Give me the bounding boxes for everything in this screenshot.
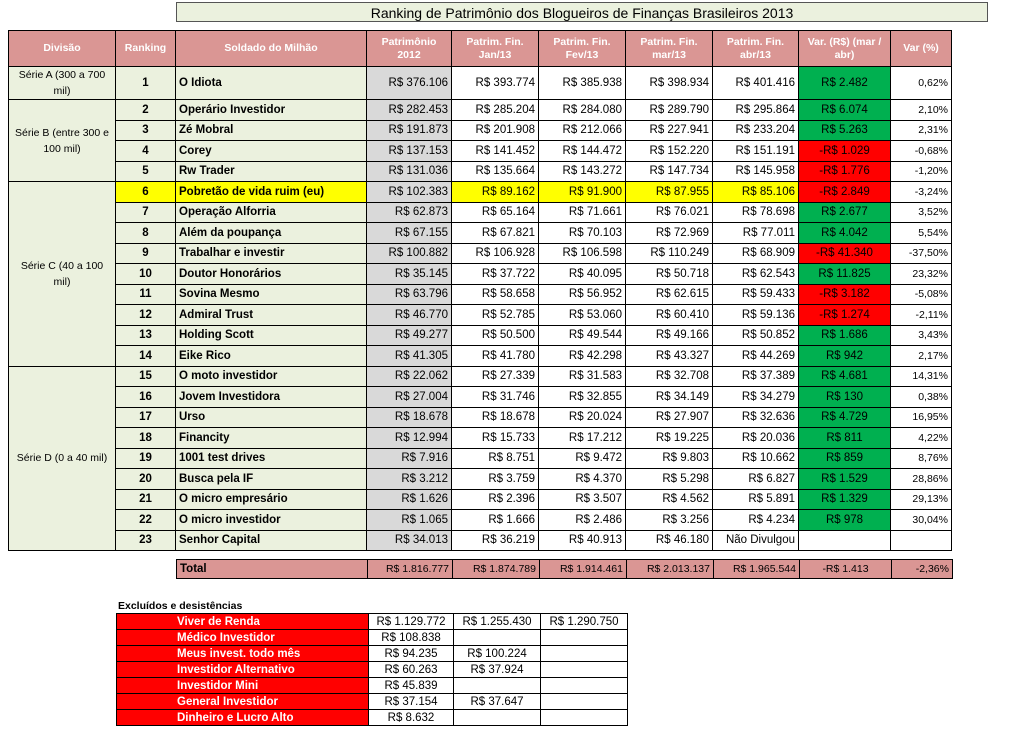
patrimonio-jan: R$ 52.785 xyxy=(452,305,539,326)
variation-percent: 16,95% xyxy=(891,407,952,428)
patrimonio-jan: R$ 27.339 xyxy=(452,366,539,387)
patrimonio-2012: R$ 35.145 xyxy=(367,264,452,285)
patrimonio-2012: R$ 12.994 xyxy=(367,428,452,449)
rank-cell: 12 xyxy=(116,305,176,326)
table-row xyxy=(9,407,952,428)
table-row xyxy=(9,325,952,346)
patrimonio-mar: R$ 46.180 xyxy=(626,530,713,551)
patrimonio-mar: R$ 34.149 xyxy=(626,387,713,408)
patrimonio-2012: R$ 34.013 xyxy=(367,530,452,551)
excluded-row xyxy=(117,662,628,678)
patrimonio-abr: R$ 44.269 xyxy=(713,346,799,367)
patrimonio-2012: R$ 67.155 xyxy=(367,223,452,244)
patrimonio-mar: R$ 43.327 xyxy=(626,346,713,367)
variation-percent: 3,52% xyxy=(891,202,952,223)
patrimonio-abr: R$ 59.433 xyxy=(713,284,799,305)
division-cell: Série C (40 a 100 mil) xyxy=(9,182,116,367)
variation-value: R$ 130 xyxy=(799,387,891,408)
blogger-name: Além da poupança xyxy=(176,223,367,244)
variation-percent: 4,22% xyxy=(891,428,952,449)
excluded-row xyxy=(117,694,628,710)
patrimonio-mar: R$ 27.907 xyxy=(626,407,713,428)
excluded-row xyxy=(117,646,628,662)
variation-value: -R$ 1.029 xyxy=(799,141,891,162)
patrimonio-jan: R$ 285.204 xyxy=(452,100,539,121)
blogger-name: 1001 test drives xyxy=(176,448,367,469)
rank-cell: 4 xyxy=(116,141,176,162)
rank-cell: 5 xyxy=(116,161,176,182)
total-abr: R$ 1.965.544 xyxy=(714,560,800,579)
patrimonio-fev: R$ 20.024 xyxy=(539,407,626,428)
total-table xyxy=(176,559,953,579)
table-row xyxy=(9,284,952,305)
patrimonio-2012: R$ 41.305 xyxy=(367,346,452,367)
patrimonio-abr: R$ 85.106 xyxy=(713,182,799,203)
column-header: Patrim. Fin. abr/13 xyxy=(713,31,799,67)
table-row xyxy=(9,161,952,182)
blogger-name: Zé Mobral xyxy=(176,120,367,141)
patrimonio-jan: R$ 67.821 xyxy=(452,223,539,244)
table-row xyxy=(9,387,952,408)
excluded-name: Médico Investidor xyxy=(117,630,369,646)
rank-cell: 13 xyxy=(116,325,176,346)
patrimonio-jan: R$ 58.658 xyxy=(452,284,539,305)
patrimonio-abr: R$ 4.234 xyxy=(713,510,799,531)
patrimonio-jan: R$ 18.678 xyxy=(452,407,539,428)
patrimonio-2012: R$ 46.770 xyxy=(367,305,452,326)
variation-value: R$ 1.529 xyxy=(799,469,891,490)
variation-percent: 5,54% xyxy=(891,223,952,244)
patrimonio-jan: R$ 31.746 xyxy=(452,387,539,408)
patrimonio-mar: R$ 76.021 xyxy=(626,202,713,223)
excluded-value-3 xyxy=(541,694,628,710)
patrimonio-mar: R$ 60.410 xyxy=(626,305,713,326)
patrimonio-fev: R$ 40.913 xyxy=(539,530,626,551)
rank-cell: 10 xyxy=(116,264,176,285)
variation-percent: 3,43% xyxy=(891,325,952,346)
rank-cell: 14 xyxy=(116,346,176,367)
patrimonio-fev: R$ 385.938 xyxy=(539,67,626,100)
patrimonio-fev: R$ 143.272 xyxy=(539,161,626,182)
excluded-value-3: R$ 1.290.750 xyxy=(541,614,628,630)
patrimonio-fev: R$ 70.103 xyxy=(539,223,626,244)
column-header: Patrim. Fin. Jan/13 xyxy=(452,31,539,67)
excluded-row xyxy=(117,630,628,646)
patrimonio-jan: R$ 89.162 xyxy=(452,182,539,203)
patrimonio-fev: R$ 106.598 xyxy=(539,243,626,264)
table-row xyxy=(9,448,952,469)
patrimonio-2012: R$ 131.036 xyxy=(367,161,452,182)
rank-cell: 19 xyxy=(116,448,176,469)
excluded-value-3 xyxy=(541,710,628,726)
rank-cell: 1 xyxy=(116,67,176,100)
patrimonio-jan: R$ 8.751 xyxy=(452,448,539,469)
rank-cell: 23 xyxy=(116,530,176,551)
rank-cell: 11 xyxy=(116,284,176,305)
variation-value xyxy=(799,530,891,551)
patrimonio-jan: R$ 15.733 xyxy=(452,428,539,449)
patrimonio-fev: R$ 56.952 xyxy=(539,284,626,305)
blogger-name: Corey xyxy=(176,141,367,162)
patrimonio-abr: R$ 32.636 xyxy=(713,407,799,428)
table-row xyxy=(9,223,952,244)
patrimonio-fev: R$ 42.298 xyxy=(539,346,626,367)
rank-cell: 18 xyxy=(116,428,176,449)
table-row xyxy=(9,141,952,162)
total-label: Total xyxy=(177,560,368,579)
variation-percent: -3,24% xyxy=(891,182,952,203)
rank-cell: 3 xyxy=(116,120,176,141)
division-cell: Série D (0 a 40 mil) xyxy=(9,366,116,551)
excluded-value-1: R$ 8.632 xyxy=(369,710,454,726)
excluded-row xyxy=(117,710,628,726)
patrimonio-mar: R$ 62.615 xyxy=(626,284,713,305)
patrimonio-fev: R$ 212.066 xyxy=(539,120,626,141)
patrimonio-2012: R$ 63.796 xyxy=(367,284,452,305)
patrimonio-2012: R$ 137.153 xyxy=(367,141,452,162)
column-header: Patrim. Fin. mar/13 xyxy=(626,31,713,67)
patrimonio-abr: R$ 50.852 xyxy=(713,325,799,346)
patrimonio-mar: R$ 147.734 xyxy=(626,161,713,182)
patrimonio-fev: R$ 32.855 xyxy=(539,387,626,408)
variation-percent: 29,13% xyxy=(891,489,952,510)
blogger-name: Operário Investidor xyxy=(176,100,367,121)
variation-value: R$ 4.729 xyxy=(799,407,891,428)
variation-value: R$ 942 xyxy=(799,346,891,367)
blogger-name: Pobretão de vida ruim (eu) xyxy=(176,182,367,203)
excluded-value-2: R$ 1.255.430 xyxy=(454,614,541,630)
patrimonio-fev: R$ 9.472 xyxy=(539,448,626,469)
variation-percent: 0,38% xyxy=(891,387,952,408)
ranking-table xyxy=(8,30,952,551)
variation-percent xyxy=(891,530,952,551)
blogger-name: O Idiota xyxy=(176,67,367,100)
excluded-name: Meus invest. todo mês xyxy=(117,646,369,662)
patrimonio-mar: R$ 9.803 xyxy=(626,448,713,469)
patrimonio-abr: Não Divulgou xyxy=(713,530,799,551)
patrimonio-mar: R$ 4.562 xyxy=(626,489,713,510)
variation-value: R$ 978 xyxy=(799,510,891,531)
blogger-name: O moto investidor xyxy=(176,366,367,387)
patrimonio-mar: R$ 3.256 xyxy=(626,510,713,531)
patrimonio-mar: R$ 110.249 xyxy=(626,243,713,264)
variation-value: R$ 4.681 xyxy=(799,366,891,387)
column-header: Divisão xyxy=(9,31,116,67)
patrimonio-2012: R$ 3.212 xyxy=(367,469,452,490)
variation-value: -R$ 41.340 xyxy=(799,243,891,264)
blogger-name: Jovem Investidora xyxy=(176,387,367,408)
patrimonio-abr: R$ 59.136 xyxy=(713,305,799,326)
patrimonio-fev: R$ 91.900 xyxy=(539,182,626,203)
patrimonio-fev: R$ 40.095 xyxy=(539,264,626,285)
excluded-heading: Excluídos e desistências xyxy=(118,600,243,612)
blogger-name: Rw Trader xyxy=(176,161,367,182)
patrimonio-abr: R$ 62.543 xyxy=(713,264,799,285)
variation-value: R$ 1.686 xyxy=(799,325,891,346)
variation-percent: 30,04% xyxy=(891,510,952,531)
excluded-value-1: R$ 37.154 xyxy=(369,694,454,710)
variation-percent: 23,32% xyxy=(891,264,952,285)
patrimonio-fev: R$ 49.544 xyxy=(539,325,626,346)
rank-cell: 2 xyxy=(116,100,176,121)
excluded-value-3 xyxy=(541,662,628,678)
excluded-value-1: R$ 45.839 xyxy=(369,678,454,694)
patrimonio-mar: R$ 87.955 xyxy=(626,182,713,203)
patrimonio-2012: R$ 62.873 xyxy=(367,202,452,223)
variation-value: -R$ 3.182 xyxy=(799,284,891,305)
patrimonio-mar: R$ 5.298 xyxy=(626,469,713,490)
variation-percent: -1,20% xyxy=(891,161,952,182)
total-mar: R$ 2.013.137 xyxy=(627,560,714,579)
variation-value: R$ 6.074 xyxy=(799,100,891,121)
rank-cell: 15 xyxy=(116,366,176,387)
excluded-value-3 xyxy=(541,630,628,646)
column-header: Ranking xyxy=(116,31,176,67)
excluded-value-1: R$ 108.838 xyxy=(369,630,454,646)
patrimonio-jan: R$ 41.780 xyxy=(452,346,539,367)
patrimonio-2012: R$ 102.383 xyxy=(367,182,452,203)
patrimonio-2012: R$ 376.106 xyxy=(367,67,452,100)
excluded-row xyxy=(117,614,628,630)
patrimonio-jan: R$ 1.666 xyxy=(452,510,539,531)
patrimonio-jan: R$ 141.452 xyxy=(452,141,539,162)
table-row xyxy=(9,182,952,203)
table-row xyxy=(9,264,952,285)
excluded-value-3 xyxy=(541,678,628,694)
patrimonio-jan: R$ 106.928 xyxy=(452,243,539,264)
patrimonio-fev: R$ 4.370 xyxy=(539,469,626,490)
patrimonio-mar: R$ 227.941 xyxy=(626,120,713,141)
patrimonio-mar: R$ 72.969 xyxy=(626,223,713,244)
column-header: Var (%) xyxy=(891,31,952,67)
patrimonio-mar: R$ 152.220 xyxy=(626,141,713,162)
variation-percent: 28,86% xyxy=(891,469,952,490)
excluded-value-1: R$ 94.235 xyxy=(369,646,454,662)
rank-cell: 22 xyxy=(116,510,176,531)
excluded-name: Dinheiro e Lucro Alto xyxy=(117,710,369,726)
column-header: Patrimônio 2012 xyxy=(367,31,452,67)
patrimonio-fev: R$ 284.080 xyxy=(539,100,626,121)
excluded-name: General Investidor xyxy=(117,694,369,710)
excluded-table xyxy=(116,613,628,726)
excluded-name: Investidor Alternativo xyxy=(117,662,369,678)
blogger-name: O micro investidor xyxy=(176,510,367,531)
rank-cell: 21 xyxy=(116,489,176,510)
rank-cell: 16 xyxy=(116,387,176,408)
excluded-name: Viver de Renda xyxy=(117,614,369,630)
total-2012: R$ 1.816.777 xyxy=(368,560,453,579)
patrimonio-abr: R$ 10.662 xyxy=(713,448,799,469)
patrimonio-jan: R$ 3.759 xyxy=(452,469,539,490)
blogger-name: Trabalhar e investir xyxy=(176,243,367,264)
table-row xyxy=(9,346,952,367)
excluded-row xyxy=(117,678,628,694)
excluded-value-3 xyxy=(541,646,628,662)
total-row xyxy=(177,560,953,579)
blogger-name: Holding Scott xyxy=(176,325,367,346)
variation-value: -R$ 1.274 xyxy=(799,305,891,326)
excluded-value-2: R$ 100.224 xyxy=(454,646,541,662)
patrimonio-mar: R$ 32.708 xyxy=(626,366,713,387)
patrimonio-fev: R$ 144.472 xyxy=(539,141,626,162)
patrimonio-2012: R$ 100.882 xyxy=(367,243,452,264)
table-row xyxy=(9,510,952,531)
patrimonio-jan: R$ 201.908 xyxy=(452,120,539,141)
patrimonio-2012: R$ 18.678 xyxy=(367,407,452,428)
variation-value: -R$ 1.776 xyxy=(799,161,891,182)
variation-percent: -0,68% xyxy=(891,141,952,162)
patrimonio-mar: R$ 49.166 xyxy=(626,325,713,346)
blogger-name: Admiral Trust xyxy=(176,305,367,326)
blogger-name: Urso xyxy=(176,407,367,428)
excluded-value-2 xyxy=(454,710,541,726)
rank-cell: 17 xyxy=(116,407,176,428)
variation-value: R$ 4.042 xyxy=(799,223,891,244)
rank-cell: 6 xyxy=(116,182,176,203)
rank-cell: 20 xyxy=(116,469,176,490)
patrimonio-fev: R$ 3.507 xyxy=(539,489,626,510)
patrimonio-fev: R$ 2.486 xyxy=(539,510,626,531)
patrimonio-2012: R$ 7.916 xyxy=(367,448,452,469)
blogger-name: Sovina Mesmo xyxy=(176,284,367,305)
patrimonio-2012: R$ 191.873 xyxy=(367,120,452,141)
variation-percent: -2,11% xyxy=(891,305,952,326)
blogger-name: Financity xyxy=(176,428,367,449)
variation-value: R$ 11.825 xyxy=(799,264,891,285)
variation-value: R$ 1.329 xyxy=(799,489,891,510)
total-var: -R$ 1.413 xyxy=(800,560,892,579)
patrimonio-mar: R$ 398.934 xyxy=(626,67,713,100)
patrimonio-2012: R$ 22.062 xyxy=(367,366,452,387)
patrimonio-2012: R$ 282.453 xyxy=(367,100,452,121)
excluded-value-1: R$ 60.263 xyxy=(369,662,454,678)
patrimonio-mar: R$ 19.225 xyxy=(626,428,713,449)
rank-cell: 9 xyxy=(116,243,176,264)
excluded-value-2 xyxy=(454,678,541,694)
excluded-value-2 xyxy=(454,630,541,646)
patrimonio-abr: R$ 151.191 xyxy=(713,141,799,162)
sheet-title: Ranking de Patrimônio dos Blogueiros de Finanças Brasileiros 2013 xyxy=(176,2,988,22)
patrimonio-jan: R$ 50.500 xyxy=(452,325,539,346)
table-row xyxy=(9,100,952,121)
variation-percent: 14,31% xyxy=(891,366,952,387)
division-cell: Série B (entre 300 e 100 mil) xyxy=(9,100,116,182)
division-cell: Série A (300 a 700 mil) xyxy=(9,67,116,100)
patrimonio-2012: R$ 1.065 xyxy=(367,510,452,531)
table-row xyxy=(9,469,952,490)
patrimonio-fev: R$ 17.212 xyxy=(539,428,626,449)
patrimonio-jan: R$ 36.219 xyxy=(452,530,539,551)
excluded-name: Investidor Mini xyxy=(117,678,369,694)
blogger-name: Senhor Capital xyxy=(176,530,367,551)
table-row xyxy=(9,428,952,449)
excluded-value-2: R$ 37.924 xyxy=(454,662,541,678)
excluded-value-2: R$ 37.647 xyxy=(454,694,541,710)
blogger-name: Eike Rico xyxy=(176,346,367,367)
patrimonio-abr: R$ 295.864 xyxy=(713,100,799,121)
patrimonio-abr: R$ 233.204 xyxy=(713,120,799,141)
patrimonio-abr: R$ 68.909 xyxy=(713,243,799,264)
variation-percent: -5,08% xyxy=(891,284,952,305)
variation-percent: 2,17% xyxy=(891,346,952,367)
excluded-value-1: R$ 1.129.772 xyxy=(369,614,454,630)
table-row xyxy=(9,366,952,387)
patrimonio-jan: R$ 37.722 xyxy=(452,264,539,285)
total-fev: R$ 1.914.461 xyxy=(540,560,627,579)
total-pct: -2,36% xyxy=(892,560,953,579)
variation-percent: 0,62% xyxy=(891,67,952,100)
patrimonio-abr: R$ 37.389 xyxy=(713,366,799,387)
variation-value: R$ 2.677 xyxy=(799,202,891,223)
patrimonio-mar: R$ 289.790 xyxy=(626,100,713,121)
variation-percent: 8,76% xyxy=(891,448,952,469)
blogger-name: Operação Alforria xyxy=(176,202,367,223)
table-row xyxy=(9,243,952,264)
patrimonio-abr: R$ 145.958 xyxy=(713,161,799,182)
blogger-name: Busca pela IF xyxy=(176,469,367,490)
table-row xyxy=(9,120,952,141)
rank-cell: 8 xyxy=(116,223,176,244)
patrimonio-jan: R$ 2.396 xyxy=(452,489,539,510)
patrimonio-abr: R$ 401.416 xyxy=(713,67,799,100)
variation-percent: 2,10% xyxy=(891,100,952,121)
variation-percent: 2,31% xyxy=(891,120,952,141)
patrimonio-abr: R$ 77.011 xyxy=(713,223,799,244)
table-row xyxy=(9,202,952,223)
patrimonio-abr: R$ 34.279 xyxy=(713,387,799,408)
column-header: Var. (R$) (mar / abr) xyxy=(799,31,891,67)
table-row xyxy=(9,530,952,551)
table-row xyxy=(9,489,952,510)
patrimonio-mar: R$ 50.718 xyxy=(626,264,713,285)
patrimonio-fev: R$ 31.583 xyxy=(539,366,626,387)
table-row xyxy=(9,67,952,100)
variation-value: -R$ 2.849 xyxy=(799,182,891,203)
variation-value: R$ 2.482 xyxy=(799,67,891,100)
patrimonio-2012: R$ 1.626 xyxy=(367,489,452,510)
patrimonio-abr: R$ 5.891 xyxy=(713,489,799,510)
variation-value: R$ 859 xyxy=(799,448,891,469)
patrimonio-jan: R$ 65.164 xyxy=(452,202,539,223)
rank-cell: 7 xyxy=(116,202,176,223)
header-row xyxy=(9,31,952,67)
column-header: Patrim. Fin. Fev/13 xyxy=(539,31,626,67)
patrimonio-jan: R$ 393.774 xyxy=(452,67,539,100)
blogger-name: Doutor Honorários xyxy=(176,264,367,285)
variation-percent: -37,50% xyxy=(891,243,952,264)
patrimonio-2012: R$ 49.277 xyxy=(367,325,452,346)
variation-value: R$ 5.263 xyxy=(799,120,891,141)
table-row xyxy=(9,305,952,326)
patrimonio-jan: R$ 135.664 xyxy=(452,161,539,182)
patrimonio-abr: R$ 78.698 xyxy=(713,202,799,223)
patrimonio-2012: R$ 27.004 xyxy=(367,387,452,408)
patrimonio-fev: R$ 71.661 xyxy=(539,202,626,223)
total-jan: R$ 1.874.789 xyxy=(453,560,540,579)
column-header: Soldado do Milhão xyxy=(176,31,367,67)
patrimonio-abr: R$ 6.827 xyxy=(713,469,799,490)
patrimonio-abr: R$ 20.036 xyxy=(713,428,799,449)
variation-value: R$ 811 xyxy=(799,428,891,449)
blogger-name: O micro empresário xyxy=(176,489,367,510)
patrimonio-fev: R$ 53.060 xyxy=(539,305,626,326)
